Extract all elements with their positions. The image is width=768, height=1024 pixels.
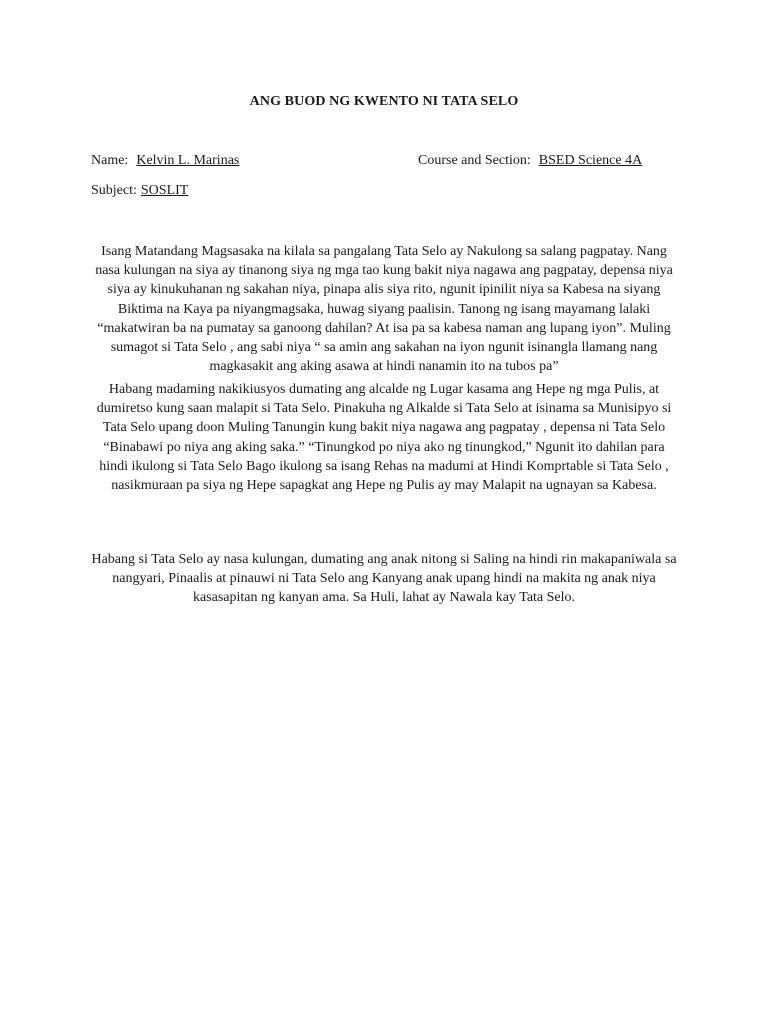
name-row [91, 153, 239, 169]
name-label: Name: [91, 153, 129, 168]
subject-label: Subject: [91, 183, 137, 198]
paragraph-2: Habang madaming nakikiusyos dumating ang alcalde ng Lugar kasama ang Hepe ng mga Pulis, at dumiretso kung saan malapit si Tata Selo. Pinakuha ng Alkalde si Tata Selo at isinama sa Munisipyo si Tata Selo upang doon Muling Tanungin kung bakit niya nagawa ang pagpatay , depensa ni Tata Selo “Binabawi po niya ang aking saka.” “Tinungkod po niya ako ng tinungkod,” Ngunit ito dahilan para hindi ikulong si Tata Selo Bago ikulong sa isang Rehas na madumi at Hindi Komprtable si Tata Selo , nasikmuraan pa siya ng Hepe sapagkat ang Hepe ng Pulis ay may Malapit na ugnayan sa Kabesa. [96, 382, 672, 494]
paragraph-3: Habang si Tata Selo ay nasa kulungan, dumating ang anak nitong si Saling na hindi rin makapaniwala sa nangyari, Pinaalis at pinauwi ni Tata Selo ang Kanyang anak upang hindi na makita ng anak niya kasasapitan ng kanyan ama. Sa Huli, lahat ay Nawala kay Tata Selo. [91, 552, 677, 606]
subject-row [91, 183, 188, 199]
paragraph-1: Isang Matandang Magsasaka na kilala sa pangalang Tata Selo ay Nakulong sa salang pagpatay. Nang nasa kulungan na siya ay tinanong siya ng mga tao kung bakit niya nagawa ang pagpatay, depensa niya siya ay kinukuhanan ng sakahan niya, pinapa alis siya rito, ngunit ipinilit niya sa Kabesa na siyang Biktima na Kaya pa niyangmagsaka, huwag siyang paalisin. Tanong ng isang mayamang lalaki “makatwiran ba na pumatay sa ganoong dahilan? At isa pa sa kabesa naman ang lupang iyon”. Muling sumagot si Tata Selo , ang sabi niya “ sa amin ang sakahan na iyon ngunit isinangla llamang nang magkasakit ang aking asawa at hindi nanamin ito na tubos pa” [95, 244, 673, 375]
course-value: BSED Science 4A [538, 153, 643, 168]
document-title: ANG BUOD NG KWENTO NI TATA SELO [249, 94, 519, 109]
subject-value: SOSLIT [140, 183, 189, 198]
course-label: Course and Section: [418, 153, 531, 168]
course-row [418, 153, 642, 169]
name-value: Kelvin L. Marinas [136, 153, 240, 168]
